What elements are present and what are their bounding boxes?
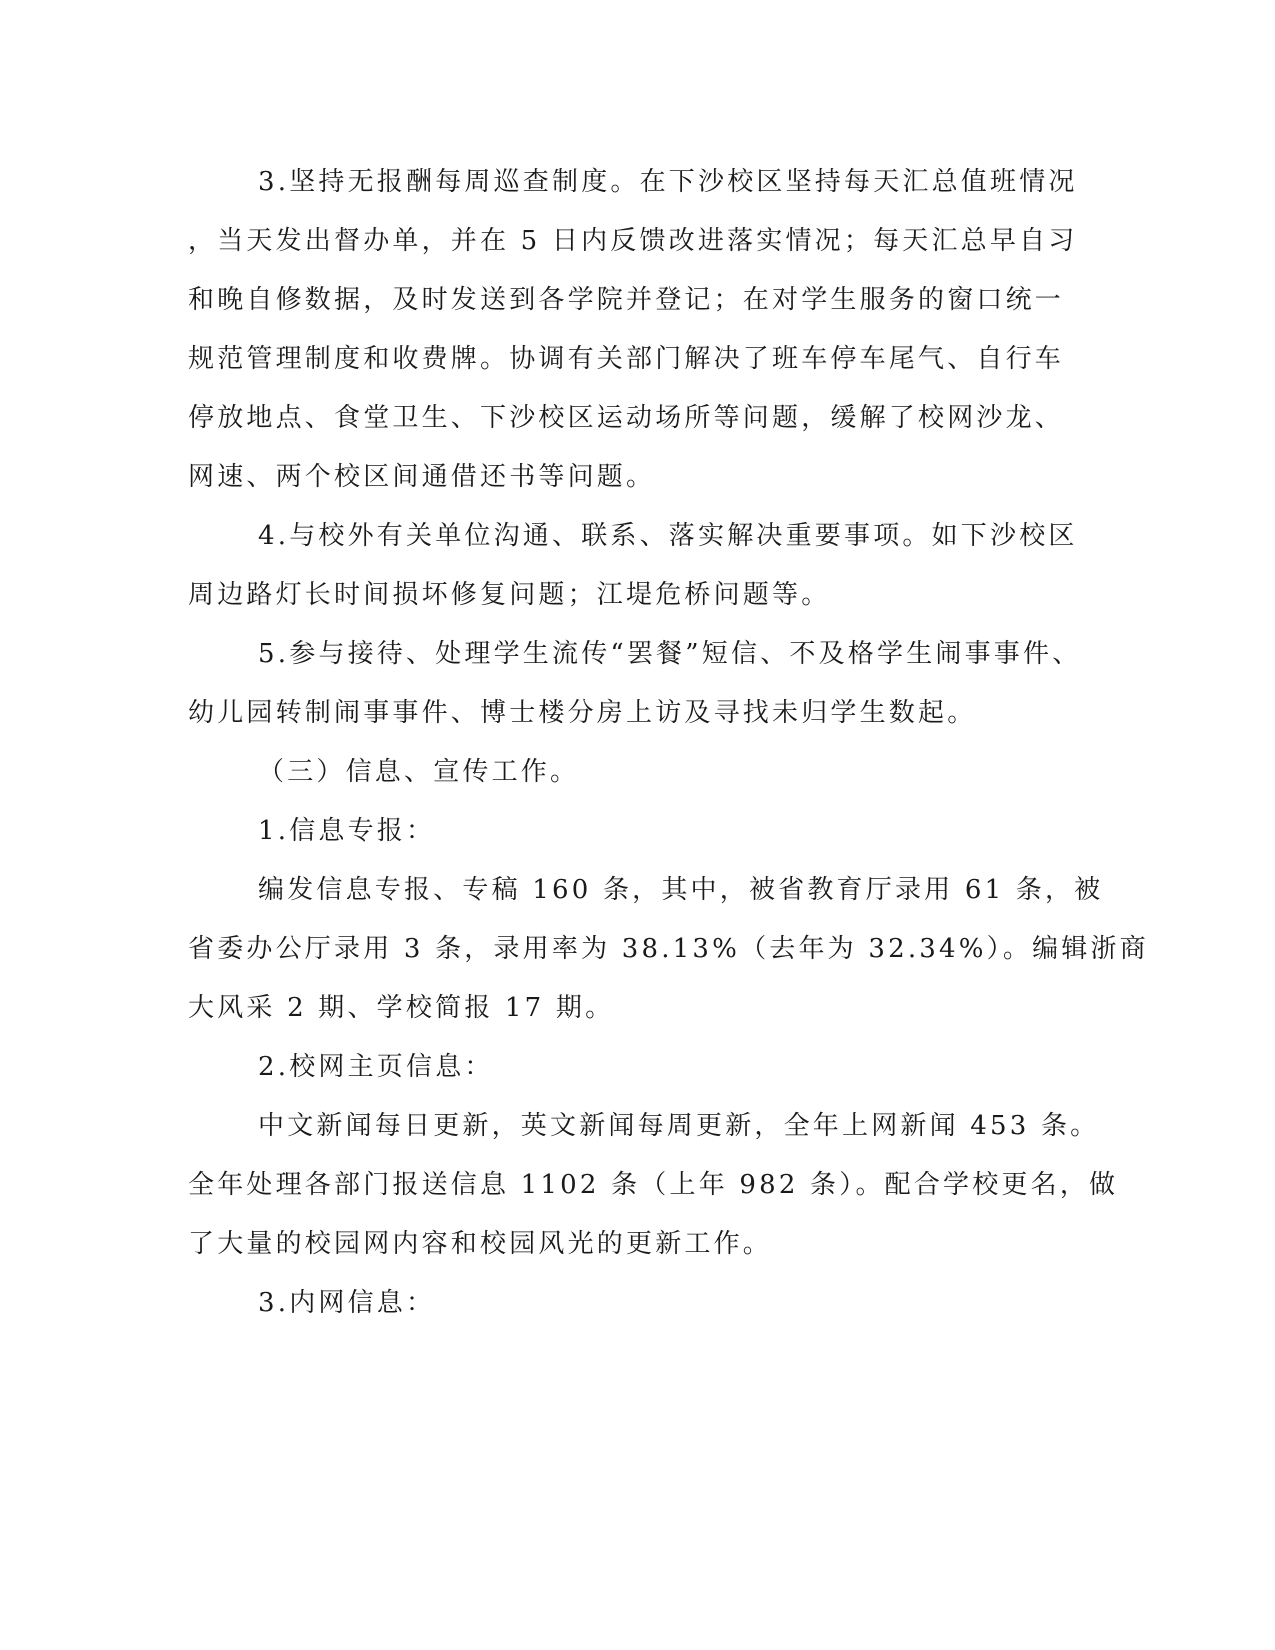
text-line: 网速、两个校区间通借还书等问题。 (188, 462, 656, 492)
subsection-heading: 2.校网主页信息： (258, 1052, 494, 1082)
subsection-heading: 3.内网信息： (258, 1288, 436, 1318)
text-line: 3.坚持无报酬每周巡查制度。在下沙校区坚持每天汇总值班情况 (258, 167, 1078, 197)
text-line: ，当天发出督办单，并在 5 日内反馈改进落实情况；每天汇总早自习 (188, 226, 1078, 256)
text-line: 中文新闻每日更新，英文新闻每周更新，全年上网新闻 453 条。 (258, 1111, 1100, 1141)
text-line: 大风采 2 期、学校简报 17 期。 (188, 993, 615, 1023)
text-line: 了大量的校园网内容和校园风光的更新工作。 (188, 1229, 773, 1259)
text-line: 编发信息专报、专稿 160 条，其中，被省教育厅录用 61 条，被 (258, 875, 1104, 905)
text-line: 4.与校外有关单位沟通、联系、落实解决重要事项。如下沙校区 (258, 521, 1078, 551)
text-line: 周边路灯长时间损坏修复问题；江堤危桥问题等。 (188, 580, 831, 610)
section-heading: （三）信息、宣传工作。 (258, 757, 580, 787)
text-line: 省委办公厅录用 3 条，录用率为 38.13%（去年为 32.34%）。编辑浙商 (188, 934, 1149, 964)
text-line: 5.参与接待、处理学生流传“罢餐”短信、不及格学生闹事事件、 (258, 639, 1082, 669)
text-line: 和晚自修数据，及时发送到各学院并登记；在对学生服务的窗口统一 (188, 285, 1065, 315)
text-line: 幼儿园转制闹事事件、博士楼分房上访及寻找未归学生数起。 (188, 698, 977, 728)
subsection-heading: 1.信息专报： (258, 816, 436, 846)
text-line: 停放地点、食堂卫生、下沙校区运动场所等问题，缓解了校网沙龙、 (188, 403, 1065, 433)
text-line: 规范管理制度和收费牌。协调有关部门解决了班车停车尾气、自行车 (188, 344, 1065, 374)
text-line: 全年处理各部门报送信息 1102 条（上年 982 条）。配合学校更名，做 (188, 1170, 1119, 1200)
